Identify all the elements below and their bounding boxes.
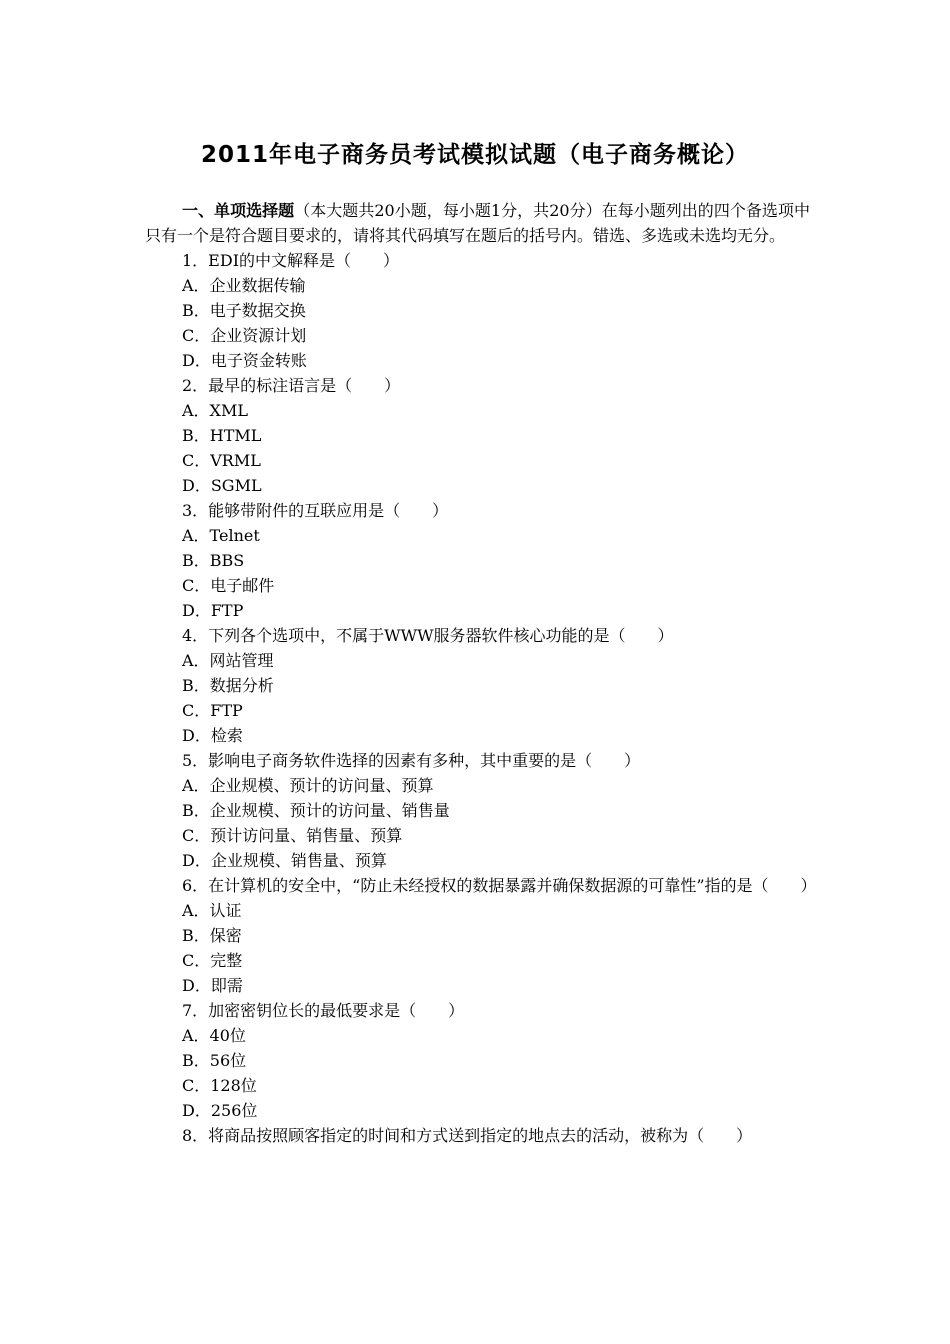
question-stem: 8．将商品按照顾客指定的时间和方式送到指定的地点去的活动，被称为（ ） <box>182 1126 753 1145</box>
option-a: A．认证 <box>182 901 242 920</box>
option-c: C．企业资源计划 <box>182 326 307 345</box>
option-d: D．FTP <box>182 601 244 620</box>
option-a: A．Telnet <box>182 526 260 545</box>
section-instructions: （本大题共20小题，每小题1分，共20分）在每小题列出的四个备选项中只有一个是符合题目要求的，请将其代码填写在题后的括号内。错选、多选或未选均无分。 <box>145 201 810 245</box>
option-a: A．网站管理 <box>182 651 274 670</box>
question-stem: 3．能够带附件的互联应用是（ ） <box>182 501 449 520</box>
exam-content <box>145 198 817 1148</box>
option-d: D．电子资金转账 <box>182 351 307 370</box>
question-5 <box>145 748 810 873</box>
question-stem: 1．EDI的中文解释是（ ） <box>182 251 400 270</box>
option-d: D．检索 <box>182 726 243 745</box>
option-c: C．电子邮件 <box>182 576 275 595</box>
option-d: D．256位 <box>182 1101 258 1120</box>
option-c: C．FTP <box>182 701 243 720</box>
question-stem: 5．影响电子商务软件选择的因素有多种，其中重要的是（ ） <box>182 751 641 770</box>
option-a: A．企业数据传输 <box>182 276 306 295</box>
option-b: B．HTML <box>182 426 262 445</box>
option-d: D．SGML <box>182 476 262 495</box>
question-6 <box>145 873 817 998</box>
option-a: A．XML <box>182 401 248 420</box>
option-a: A．企业规模、预计的访问量、预算 <box>182 776 434 795</box>
question-stem: 2．最早的标注语言是（ ） <box>182 376 401 395</box>
question-2 <box>145 373 810 498</box>
question-4 <box>145 623 810 748</box>
option-d: D．即需 <box>182 976 243 995</box>
option-c: C．VRML <box>182 451 261 470</box>
section-intro <box>145 198 810 248</box>
option-c: C．128位 <box>182 1076 257 1095</box>
question-3 <box>145 498 810 623</box>
question-8 <box>145 1123 810 1148</box>
option-b: B．BBS <box>182 551 245 570</box>
question-stem: 6．在计算机的安全中，“防止未经授权的数据暴露并确保数据源的可靠性”指的是（ ） <box>182 876 817 895</box>
question-stem: 4．下列各个选项中，不属于WWW服务器软件核心功能的是（ ） <box>182 626 674 645</box>
section-heading: 一、单项选择题 <box>182 201 295 220</box>
question-1 <box>145 248 810 373</box>
option-b: B．数据分析 <box>182 676 274 695</box>
option-d: D．企业规模、销售量、预算 <box>182 851 387 870</box>
option-b: B．企业规模、预计的访问量、销售量 <box>182 801 450 820</box>
option-c: C．完整 <box>182 951 243 970</box>
option-b: B．56位 <box>182 1051 247 1070</box>
option-c: C．预计访问量、销售量、预算 <box>182 826 403 845</box>
option-a: A．40位 <box>182 1026 246 1045</box>
option-b: B．电子数据交换 <box>182 301 306 320</box>
question-stem: 7．加密密钥位长的最低要求是（ ） <box>182 1001 465 1020</box>
question-7 <box>145 998 810 1123</box>
option-b: B．保密 <box>182 926 242 945</box>
page-title: 2011年电子商务员考试模拟试题（电子商务概论） <box>200 142 749 168</box>
